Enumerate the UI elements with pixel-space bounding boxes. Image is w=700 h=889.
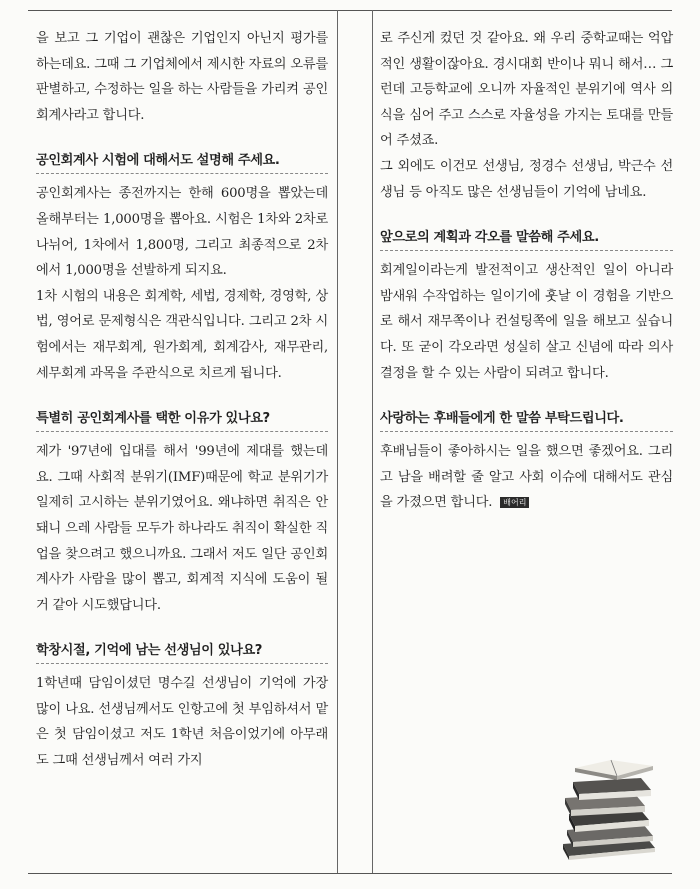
bottom-rule — [28, 873, 672, 874]
answer-message-paragraph — [380, 439, 673, 516]
answer-plans-paragraph: 회계일이라는게 발전적이고 생산적인 일이 아니라 밤새워 수작업하는 일이기에 훗날 이 경험을 기반으로 해서 재무쪽이나 컨설팅쪽에 일을 해보고 싶습니다. 또 굳이 각오라면 성실히 살고 신념에 따라 의사결정을 할 수 있는 사람이 되려고 합니다. — [380, 263, 673, 381]
question-heading-plans: 앞으로의 계획과 각오를 말씀해 주세요. — [380, 226, 673, 251]
column-divider-left — [337, 10, 338, 874]
answer-exam-paragraph-2: 1차 시험의 내용은 회계학, 세법, 경제학, 경영학, 상법, 영어로 문제형식은 객관식입니다. 그리고 2차 시험에서는 재무회계, 원가회계, 회계감사, 재무관리, 세무회계 과목을 주관식으로 치르게 됩니다. — [36, 288, 328, 381]
stacked-books-image — [555, 752, 665, 862]
answer-teacher-continued-2: 그 외에도 이건모 선생님, 정경수 선생님, 박근수 선생님 등 아직도 많은 선생님들이 기억에 남네요. — [380, 158, 673, 200]
top-rule — [28, 10, 672, 11]
answer-reason-paragraph: 제가 '97년에 입대를 해서 '99년에 제대를 했는데요. 그때 사회적 분위기(IMF)때문에 학교 분위기가 일제히 고시하는 분위기였어요. 왜냐하면 취직은 안돼니 으레 사람들 모두가 하나라도 취직이 확실한 직업을 찾으려고 했으니까요. 그래서 저도 일단 공인회계사가 사람을 많이 뽑고, 회계적 지식에 도움이 될거 같아 시도했답니다. — [36, 444, 328, 613]
answer-teacher-continued-1: 로 주신게 컸던 것 같아요. 왜 우리 중학교때는 억압적인 생활이잖아요. 경시대회 반이나 뭐니 해서… 그런데 고등학교에 오니까 자율적인 분위기에 역사 의식을 심어 주고 스스로 자율성을 가지는 토대를 만들어 주셨죠. — [380, 31, 673, 149]
answer-teacher-paragraph: 1학년때 담임이셨던 명수길 선생님이 기억에 가장 많이 나요. 선생님께서도 인항고에 첫 부임하셔서 맡은 첫 담임이셨고 저도 1학년 처음이었기에 아무래도 그때 선생님께서 여러 가지 — [36, 676, 328, 769]
right-column — [380, 26, 673, 516]
column-divider-right — [372, 10, 373, 874]
author-signature-badge: 배어리 — [500, 497, 529, 508]
question-heading-exam: 공인회계사 시험에 대해서도 설명해 주세요. — [36, 149, 328, 174]
question-heading-reason: 특별히 공인회계사를 택한 이유가 있나요? — [36, 407, 328, 432]
left-column — [36, 26, 328, 774]
answer-exam-paragraph-1: 공인회계사는 종전까지는 한해 600명을 뽑았는데 올해부터는 1,000명을 뽑아요. 시험은 1차와 2차로 나뉘어, 1차에서 1,800명, 그리고 최종적으로 2차에서 1,000명을 선발하게 되지요. — [36, 186, 328, 279]
question-heading-teacher: 학창시절, 기억에 남는 선생님이 있나요? — [36, 639, 328, 664]
intro-paragraph: 을 보고 그 기업이 괜찮은 기업인지 아닌지 평가를 하는데요. 그때 그 기업체에서 제시한 자료의 오류를 판별하고, 수정하는 일을 하는 사람들을 가리켜 공인회계사라고 합니다. — [36, 31, 328, 123]
answer-message-text: 후배님들이 좋아하시는 일을 했으면 좋겠어요. 그리고 남을 배려할 줄 알고 사회 이슈에 대해서도 관심을 가졌으면 합니다. — [380, 444, 673, 511]
question-heading-message: 사랑하는 후배들에게 한 말씀 부탁드립니다. — [380, 407, 673, 432]
